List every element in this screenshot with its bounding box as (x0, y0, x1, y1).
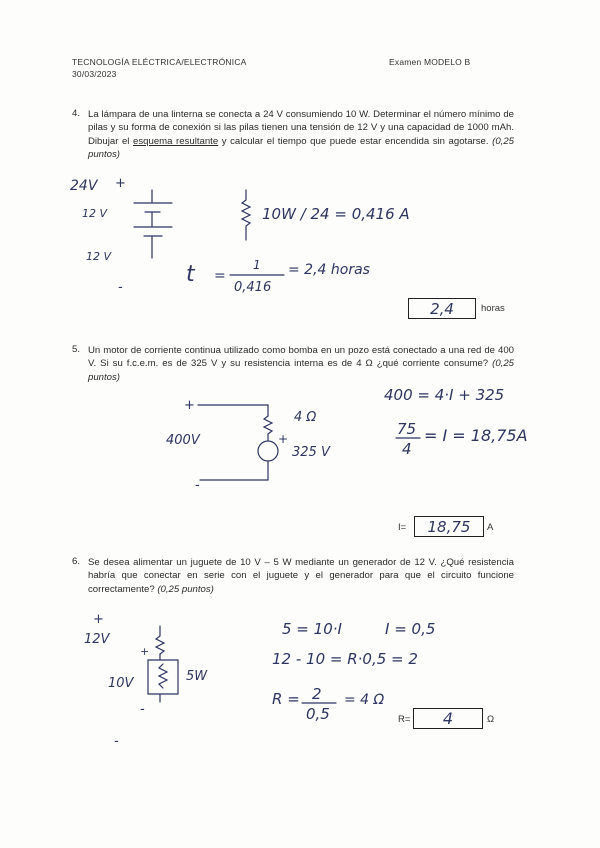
exam-model: Examen MODELO B (389, 57, 471, 67)
q5-hand-den: 4 (402, 440, 412, 458)
q6-hand-den: 0,5 (306, 705, 330, 723)
q4-hand-den: 0,416 (234, 280, 272, 295)
q6-hand-result: = 4 Ω (344, 692, 385, 708)
q5-answer-unit: A (487, 522, 494, 533)
question-6-number: 6. (72, 556, 81, 567)
q6-hand-num: 2 (312, 685, 322, 703)
question-5-text-body: Un motor de corriente continua utilizado como bomba en un pozo está conectado a una red de 400 V. Si su f.c.e.m. es de 325 V y su resistencia interna es de 4 Ω ¿qué corriente consume? (88, 345, 514, 370)
q6-answer-label: R= (398, 714, 411, 725)
q4-hand-24v: 24V (70, 178, 98, 194)
question-5-number: 5. (72, 344, 81, 355)
q6-hand-plus-generator: + (93, 612, 104, 627)
q6-hand-r: R = (272, 690, 300, 708)
q5-hand-eq2: = I = 18,75A (424, 426, 528, 445)
q4-hand-num: 1 (253, 258, 261, 272)
q6-answer-box[interactable] (413, 708, 483, 729)
q5-hand-minus: - (195, 478, 200, 493)
q6-hand-minus-toy: - (140, 702, 145, 717)
q4-answer-value: 2,4 (430, 299, 454, 318)
q4-hand-minus: - (118, 280, 123, 295)
q6-hand-eq1: 5 = 10·I (282, 620, 342, 638)
q6-hand-minus-generator: - (114, 734, 119, 749)
exam-date: 30/03/2023 (72, 69, 117, 79)
question-4-text-underlined: esquema resultante (133, 135, 219, 147)
q6-answer-value: 4 (442, 709, 454, 728)
q4-hand-12v-a: 12 V (82, 207, 108, 220)
q6-hand-eq2: 12 - 10 = R·0,5 = 2 (272, 650, 418, 668)
q5-hand-eq1: 400 = 4·I + 325 (384, 386, 505, 404)
q6-hand-10v: 10V (108, 676, 134, 691)
question-6-text-body: Se desea alimentar un juguete de 10 V – 5 W mediante un generador de 12 V. ¿Qué resistencia habría que conectar en serie con el juguete y el generador para que el circuito funcione correctamente? (88, 557, 514, 595)
q5-hand-motor-plus: + (278, 432, 289, 446)
q5-answer-label: I= (398, 522, 407, 533)
q4-hand-plus: + (115, 176, 126, 191)
q5-answer-value: 18,75 (427, 517, 471, 536)
q5-hand-400v: 400V (166, 433, 200, 448)
q5-hand-plus: + (184, 398, 195, 413)
subject-title: TECNOLOGÍA ELÉCTRICA/ELECTRÓNICA (72, 57, 247, 67)
q4-hand-t: t (186, 262, 195, 287)
q5-hand-resistance: 4 Ω (294, 410, 317, 425)
question-4-number: 4. (72, 108, 81, 119)
q4-hand-12v-b: 12 V (86, 250, 112, 263)
question-6-points: (0,25 puntos) (157, 583, 214, 595)
q4-answer-unit: horas (481, 303, 505, 314)
q6-hand-5w: 5W (186, 669, 208, 684)
q6-hand-plus-toy: + (140, 645, 150, 658)
question-5-points: (0,25 puntos) (88, 358, 515, 383)
q5-hand-num: 75 (397, 420, 417, 438)
q5-hand-325v: 325 V (292, 445, 330, 460)
question-4-points: (0,25 puntos) (88, 135, 515, 161)
q6-hand-eq1b: I = 0,5 (385, 620, 436, 638)
q4-hand-current-calc: 10W / 24 = 0,416 A (262, 205, 410, 223)
q6-hand-12v: 12V (84, 632, 110, 647)
q4-hand-eq: = (214, 268, 226, 284)
q4-hand-result: = 2,4 horas (288, 262, 370, 278)
q6-answer-unit: Ω (487, 714, 495, 725)
question-4-text-b: y calcular el tiempo que puede estar encendida sin agotarse. (221, 135, 489, 147)
question-4-text-a: La lámpara de una linterna se conecta a 24 V consumiendo 10 W. Determinar el número mínimo de pilas y su forma de conexión si las pilas tienen una tensión de 12 V y una capacidad de 1000 mAh. Dibujar el (88, 109, 514, 147)
